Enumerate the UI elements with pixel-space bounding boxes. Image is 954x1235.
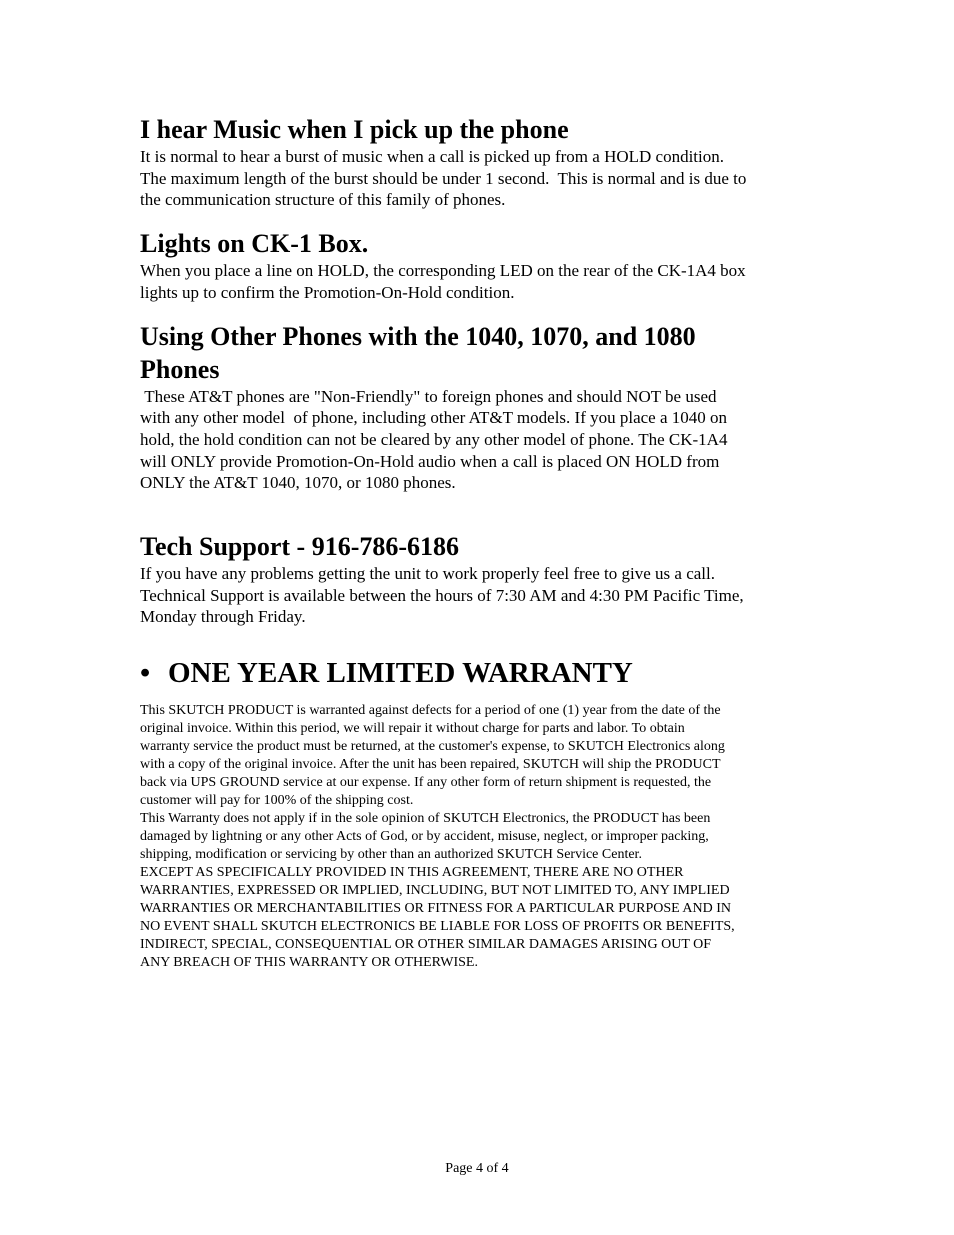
warranty-line: shipping, modification or servicing by other than an authorized SKUTCH Service Center. [140,847,642,863]
section-line: The maximum length of the burst should be under 1 second. This is normal and is due to [140,168,747,188]
warranty-line: INDIRECT, SPECIAL, CONSEQUENTIAL OR OTHER SIMILAR DAMAGES ARISING OUT OF [140,937,712,953]
section-line: with any other model of phone, including other AT&T models. If you place a 1040 on [140,408,728,428]
warranty-body [140,702,820,972]
warranty-line: with a copy of the original invoice. After the unit has been repaired, SKUTCH will ship the PRODUCT [140,757,721,773]
section-line: will ONLY provide Promotion-On-Hold audio when a call is placed ON HOLD from [140,451,720,471]
warranty-line: damaged by lightning or any other Acts of God, or by accident, misuse, neglect, or improper packing, [140,829,709,845]
warranty-heading-text: ONE YEAR LIMITED WARRANTY [168,657,633,690]
warranty-line: original invoice. Within this period, we will repair it without charge for parts and labor. To obtain [140,721,685,737]
warranty-line: NO EVENT SHALL SKUTCH ELECTRONICS BE LIABLE FOR LOSS OF PROFITS OR BENEFITS, [140,919,735,935]
section-heading: Tech Support - 916-786-6186 [140,532,460,562]
warranty-line: WARRANTIES OR MERCHANTABILITIES OR FITNESS FOR A PARTICULAR PURPOSE AND IN [140,901,732,917]
section-heading: I hear Music when I pick up the phone [140,115,569,144]
section-line: Monday through Friday. [140,607,306,627]
section-line: ONLY the AT&T 1040, 1070, or 1080 phones. [140,473,456,493]
page-content [140,113,820,972]
section-music-on-pickup [140,113,820,211]
warranty-line: This SKUTCH PRODUCT is warranted against defects for a period of one (1) year from the date of the [140,703,721,719]
warranty-heading [140,655,820,691]
section-warranty [140,655,820,972]
section-lights [140,227,820,303]
page-number: Page 4 of 4 [445,1161,509,1176]
section-line: These AT&T phones are "Non-Friendly" to foreign phones and should NOT be used [140,386,717,406]
warranty-line: This Warranty does not apply if in the sole opinion of SKUTCH Electronics, the PRODUCT has been [140,811,711,827]
section-heading [140,320,820,386]
section-line: lights up to confirm the Promotion-On-Hold condition. [140,282,515,302]
section-line: When you place a line on HOLD, the corresponding LED on the rear of the CK-1A4 box [140,261,746,281]
section-line: hold, the hold condition can not be cleared by any other model of phone. The CK-1A4 [140,429,728,449]
section-other-phones [140,320,820,495]
warranty-line: ANY BREACH OF THIS WARRANTY OR OTHERWISE. [140,955,478,971]
bullet-icon: • [140,657,151,690]
section-heading: Lights on CK-1 Box. [140,229,369,259]
warranty-line: customer will pay for 100% of the shipping cost. [140,793,414,809]
warranty-line: EXCEPT AS SPECIFICALLY PROVIDED IN THIS AGREEMENT, THERE ARE NO OTHER [140,865,684,881]
section-line: It is normal to hear a burst of music when a call is picked up from a HOLD condition. [140,147,724,166]
warranty-line: back via UPS GROUND service at our expense. If any other form of return shipment is requested, the [140,775,712,791]
section-tech-support [140,530,820,628]
section-line: the communication structure of this family of phones. [140,190,506,210]
section-heading-line: Using Other Phones with the 1040, 1070, and 1080 [140,321,696,351]
warranty-line: warranty service the product must be returned, at the customer's expense, to SKUTCH Electronics along [140,739,725,755]
section-line: Technical Support is available between the hours of 7:30 AM and 4:30 PM Pacific Time, [140,585,744,605]
section-heading-line: Phones [140,354,220,384]
warranty-line: WARRANTIES, EXPRESSED OR IMPLIED, INCLUDING, BUT NOT LIMITED TO, ANY IMPLIED [140,883,730,899]
section-line: If you have any problems getting the unit to work properly feel free to give us a call. [140,564,715,584]
